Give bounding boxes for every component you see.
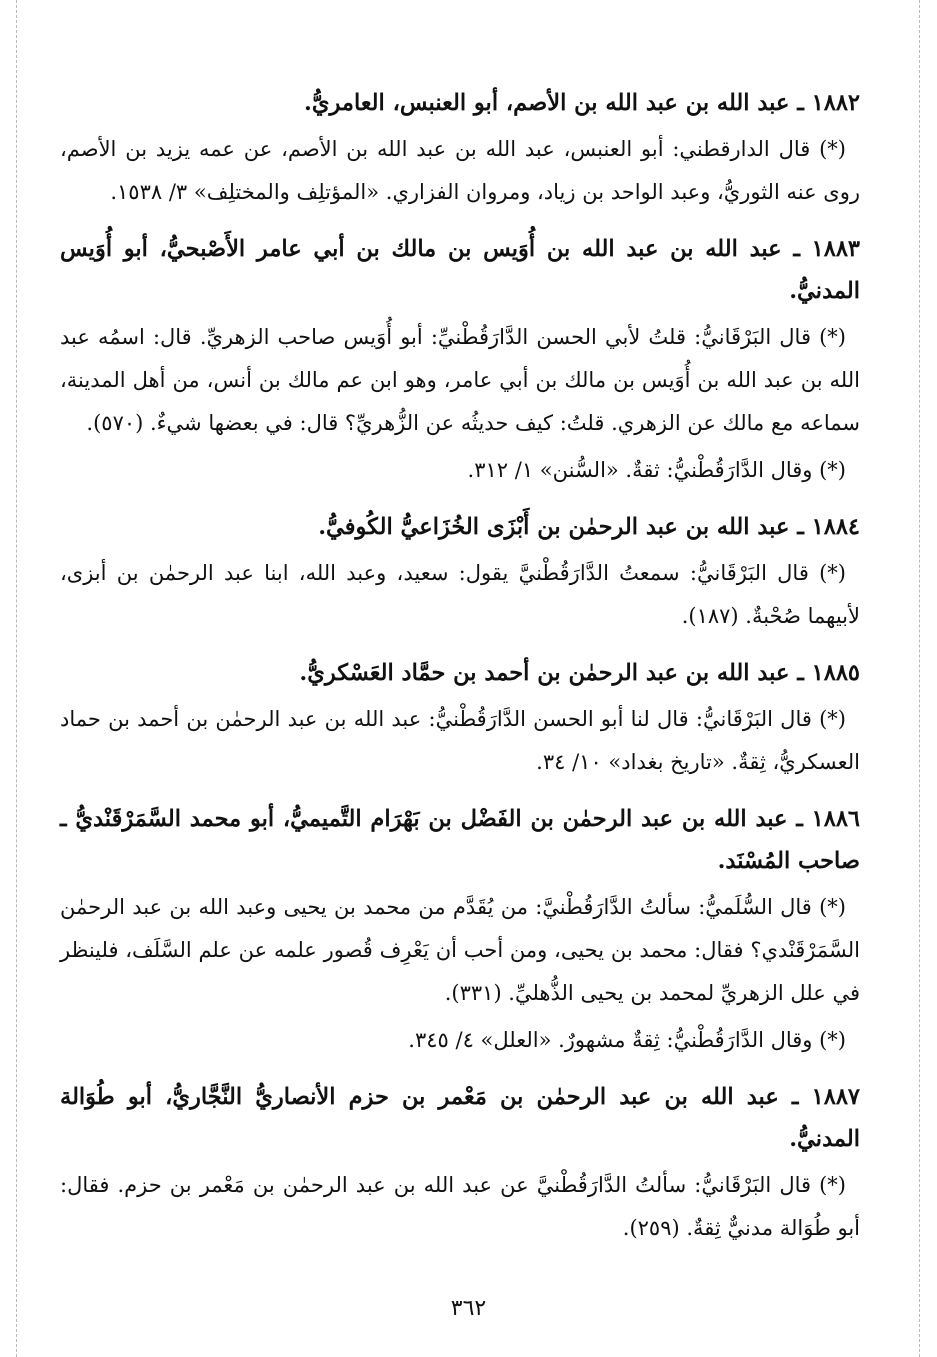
left-margin-guide	[16, 0, 17, 1357]
entry-paragraph: (*) قال البَرْقَانيُّ: سمعتُ الدَّارَقُطْنيَّ يقول: سعيد، وعبد الله، ابنا عبد الرحمٰن بن أبزى، لأبيهما صُحْبةٌ. (١٨٧).	[60, 561, 860, 628]
entry-1885	[60, 652, 860, 784]
page-number: ٣٦٢	[450, 1296, 487, 1321]
entry-paragraph: (*) قال البَرْقَانيُّ: قلتُ لأبي الحسن الدَّارَقُطْنيِّ: أبو أُوَيس صاحب الزهريِّ. قال: اسمُه عبد الله بن عبد الله بن أُوَيس بن مالك بن أبي عامر، وهو ابن عم مالك بن أنس، من أهل المدينة، سماعه مع مالك عن الزهري. قلتُ: كيف حديثُه عن الزُّهريِّ؟ قال: في بعضها شيءٌ. (٥٧٠).	[60, 325, 860, 435]
entry-heading: ١٨٨٣ ـ عبد الله بن عبد الله بن أُوَيس بن مالك بن أبي عامر الأَصْبحيُّ، أبو أُوَيس المدنيُّ.	[60, 236, 860, 304]
entry-1887	[60, 1076, 860, 1250]
entry-1884	[60, 506, 860, 638]
entry-heading: ١٨٨٢ ـ عبد الله بن عبد الله بن الأصم، أبو العنبس، العامريُّ.	[304, 90, 860, 116]
page-body	[60, 82, 860, 1264]
entry-paragraph: (*) قال الدارقطني: أبو العنبس، عبد الله بن عبد الله بن الأصم، عن عمه يزيد بن الأصم، روى عنه الثوريُّ، وعبد الواحد بن زياد، ومروان الفزاري. «المؤتلِف والمختلِف» ٣/ ١٥٣٨.	[60, 137, 860, 204]
entry-heading: ١٨٨٥ ـ عبد الله بن عبد الرحمٰن بن أحمد بن حمَّاد العَسْكريُّ.	[299, 660, 860, 686]
entry-paragraph: (*) قال البَرْقَانيُّ: قال لنا أبو الحسن الدَّارَقُطْنيُّ: عبد الله بن عبد الرحمٰن بن أحمد بن حماد العسكريُّ، ثِقةٌ. «تاريخ بغداد» ١٠/ ٣٤.	[60, 707, 860, 774]
entry-heading: ١٨٨٤ ـ عبد الله بن عبد الرحمٰن بن أَبْزَى الخُزَاعيُّ الكُوفيُّ.	[318, 514, 860, 540]
right-margin-guide	[919, 0, 920, 1357]
entry-1886	[60, 798, 860, 1062]
entry-paragraph: (*) قال السُّلَميُّ: سألتُ الدَّارَقُطْنيَّ: من يُقَدَّم من محمد بن يحيى وعبد الله بن عبد الرحمٰن السَّمَرْقَنْدي؟ فقال: محمد بن يحيى، ومن أحب أن يَعْرِف قُصور علمه عن علم السَّلَف، فلينظر في علل الزهريِّ لمحمد بن يحيى الذُّهليِّ. (٣٣١).	[60, 895, 860, 1005]
entry-paragraph: (*) قال البَرْقَانيُّ: سألتُ الدَّارَقُطْنيَّ عن عبد الله بن عبد الرحمٰن بن مَعْمر بن حزم. فقال: أبو طُوَالة مدنيٌّ ثِقةٌ. (٢٥٩).	[60, 1173, 860, 1240]
entry-1883	[60, 228, 860, 492]
entry-1882	[60, 82, 860, 214]
entry-paragraph: (*) وقال الدَّارَقُطْنيُّ: ثِقةٌ مشهورٌ. «العلل» ٤/ ٣٤٥.	[408, 1028, 846, 1052]
entry-paragraph: (*) وقال الدَّارَقُطْنيُّ: ثقةٌ. «السُّنن» ١/ ٣١٢.	[467, 458, 846, 482]
entry-heading: ١٨٨٧ ـ عبد الله بن عبد الرحمٰن بن مَعْمر بن حزم الأنصاريُّ النَّجَّاريُّ، أبو طُوَالة المدنيُّ.	[60, 1084, 860, 1152]
entry-heading: ١٨٨٦ ـ عبد الله بن عبد الرحمٰن بن الفَضْل بن بَهْرَام التَّميميُّ، أبو محمد السَّمَرْقَنْديُّ ـ صاحب المُسْنَد.	[60, 806, 860, 874]
